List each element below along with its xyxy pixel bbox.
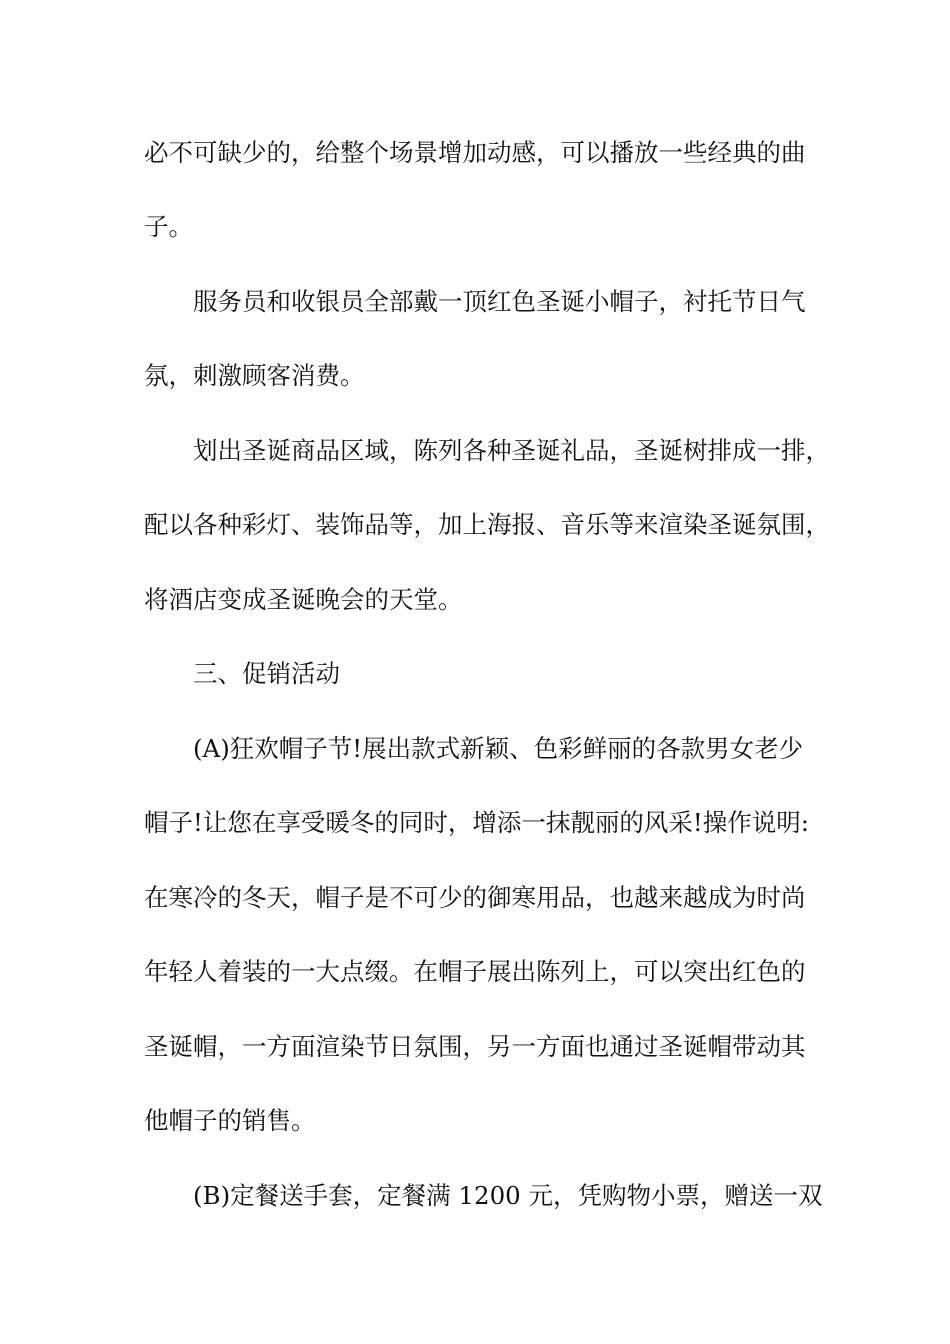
paragraph-line: 服务员和收银员全部戴一顶红色圣诞小帽子，衬托节日气 [193, 287, 806, 316]
paragraph-line: 配以各种彩灯、装饰品等，加上海报、音乐等来渲染圣诞氛围， [144, 510, 830, 539]
paragraph-line: 划出圣诞商品区域，陈列各种圣诞礼品，圣诞树排成一排， [193, 436, 830, 465]
paragraph-line: 必不可缺少的，给整个场景增加动感，可以播放一些经典的曲 [144, 138, 806, 167]
paragraph-line: 他帽子的销售。 [144, 1106, 316, 1135]
paragraph-line: 年轻人着装的一大点缀。在帽子展出陈列上，可以突出红色的 [144, 957, 806, 986]
paragraph-line: 氛，刺激顾客消费。 [144, 361, 365, 390]
paragraph-line: 圣诞帽，一方面渲染节日氛围，另一方面也通过圣诞帽带动其 [144, 1032, 806, 1061]
paragraph-line: (A)狂欢帽子节!展出款式新颖、色彩鲜丽的各款男女老少 [193, 734, 804, 763]
paragraph-line: 子。 [144, 212, 193, 241]
paragraph-line: (B)定餐送手套，定餐满 1200 元，凭购物小票，赠送一双 [193, 1181, 823, 1210]
section-heading: 三、促销活动 [193, 659, 340, 688]
paragraph-line: 将酒店变成圣诞晚会的天堂。 [144, 585, 463, 614]
paragraph-line: 在寒冷的冬天，帽子是不可少的御寒用品，也越来越成为时尚 [144, 883, 806, 912]
paragraph-line: 帽子!让您在享受暖冬的同时，增添一抹靓丽的风采!操作说明: [144, 808, 809, 837]
